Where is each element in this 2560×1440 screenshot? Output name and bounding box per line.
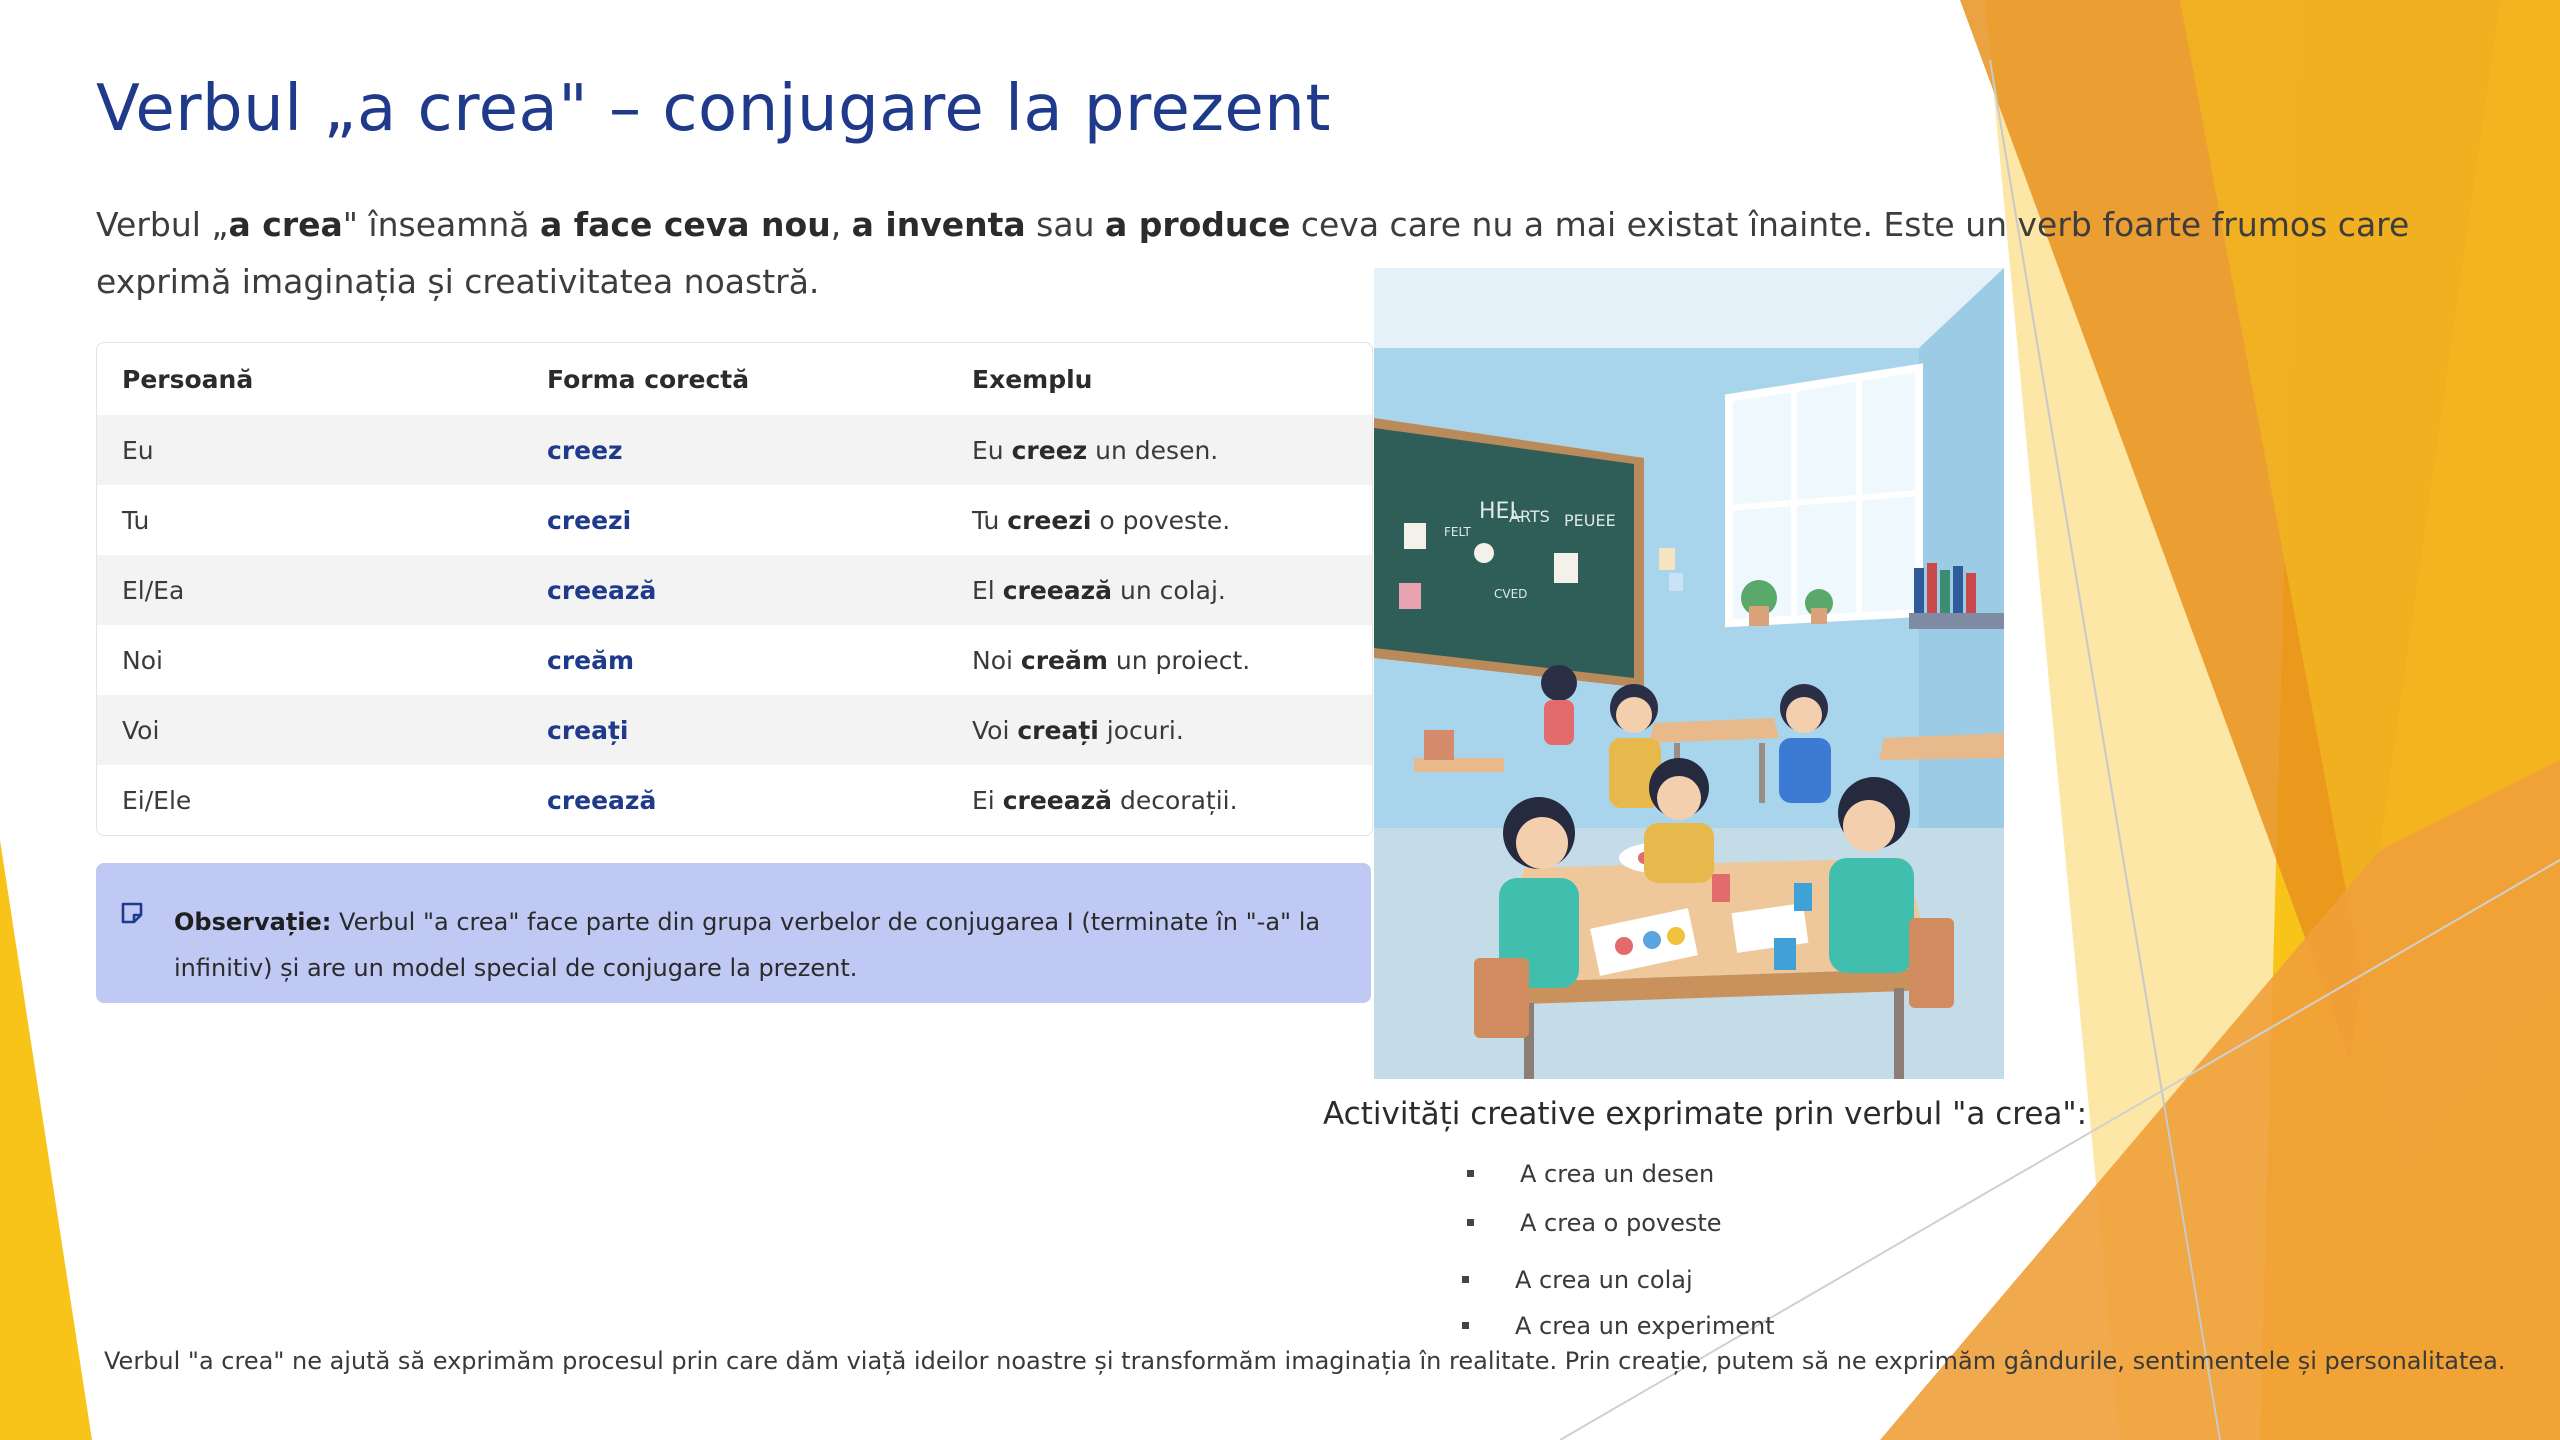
row-form: creez — [547, 435, 623, 465]
note-icon — [120, 901, 144, 925]
row-form: creează — [547, 575, 657, 605]
row-example: Noi creăm un proiect. — [972, 645, 1251, 675]
list-item: A crea un desen — [1467, 1160, 1714, 1188]
row-person: Ei/Ele — [122, 785, 192, 815]
board-text-3: PEUEE — [1564, 511, 1616, 530]
list-item: A crea un experiment — [1462, 1312, 1775, 1340]
row-example: Voi creați jocuri. — [972, 715, 1184, 745]
row-example: Eu creez un desen. — [972, 435, 1219, 465]
board-text-5: CVED — [1494, 587, 1528, 601]
table-row — [97, 555, 1372, 625]
row-example: El creează un colaj. — [972, 575, 1226, 605]
row-person: El/Ea — [122, 575, 185, 605]
list-item: A crea o poveste — [1467, 1209, 1722, 1237]
bullet-icon — [1462, 1276, 1469, 1283]
board-text-4: FELT — [1444, 525, 1471, 539]
intro-paragraph: Verbul „a crea" înseamnă a face ceva nou, a inventa sau a produce ceva care nu a mai existat înainte. Este un verb foarte frumos care exprimă imaginația și creativitatea noastră. — [96, 205, 2410, 301]
header-person: Persoană — [122, 364, 254, 394]
page-title: Verbul „a crea" – conjugare la prezent — [96, 72, 1331, 146]
row-form: creezi — [547, 505, 632, 535]
header-example: Exemplu — [972, 364, 1093, 394]
row-example: Ei creează decorații. — [972, 785, 1238, 815]
footer-text: Verbul "a crea" ne ajută să exprimăm procesul prin care dăm viață ideilor noastre și transformăm imaginația în realitate. Prin creație, putem să ne exprimăm gândurile, sentimentele și personalitatea. — [104, 1347, 2506, 1375]
row-form: creăm — [547, 645, 635, 675]
row-form: creează — [547, 785, 657, 815]
board-text-2: ARTS — [1509, 507, 1550, 526]
classroom-illustration — [1374, 268, 2004, 1079]
row-form: creați — [547, 715, 629, 745]
observation-callout — [96, 863, 1371, 1003]
table-row — [97, 765, 1372, 835]
row-person: Voi — [122, 715, 160, 745]
header-form: Forma corectă — [547, 364, 750, 394]
bullet-icon — [1462, 1322, 1469, 1329]
row-example: Tu creezi o poveste. — [972, 505, 1231, 535]
left-yellow-shape — [0, 840, 92, 1440]
bullet-icon — [1467, 1170, 1474, 1177]
note-label: Observație: — [174, 908, 332, 936]
activities-title: Activități creative exprimate prin verbul "a crea": — [1323, 1096, 2088, 1132]
table-row — [97, 415, 1372, 485]
row-person: Noi — [122, 645, 163, 675]
bullet-icon — [1467, 1219, 1474, 1226]
row-person: Tu — [122, 505, 150, 535]
note-text: Verbul "a crea" face parte din grupa verbelor de conjugarea I (terminate în "-a" la infinitiv) și are un model special de conjugare la prezent. — [174, 908, 1321, 982]
conjugation-table — [96, 342, 1373, 836]
list-item: A crea un colaj — [1462, 1266, 1693, 1294]
row-person: Eu — [122, 435, 154, 465]
board-text-1: HEL — [1479, 499, 1522, 524]
table-row — [97, 485, 1372, 555]
table-row — [97, 695, 1372, 765]
table-header-row — [97, 343, 1372, 415]
table-row — [97, 625, 1372, 695]
